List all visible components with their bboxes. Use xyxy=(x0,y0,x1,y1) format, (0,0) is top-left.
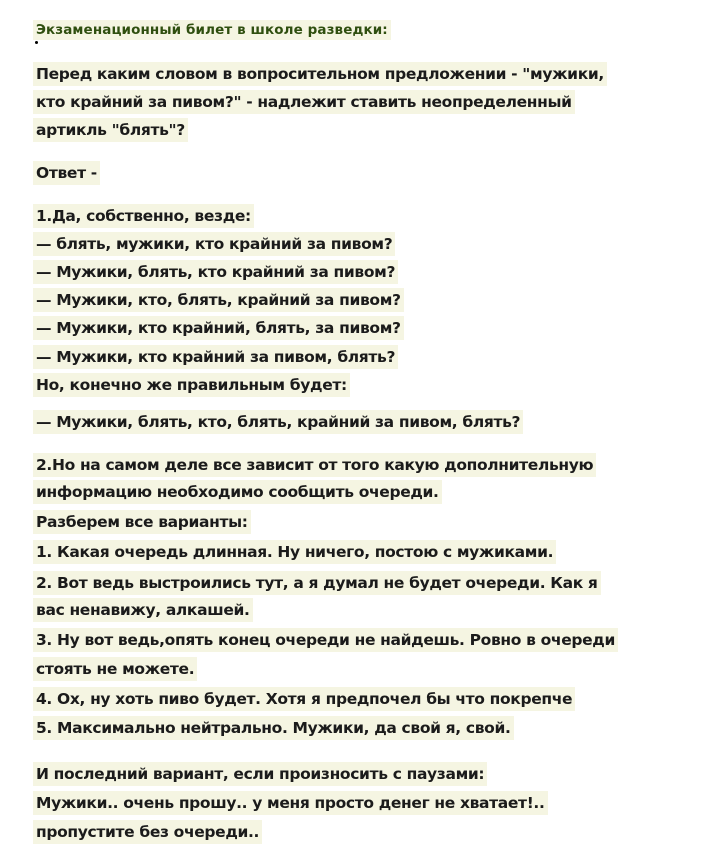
question-line: артикль "блять"? xyxy=(33,118,188,142)
bullet-dot xyxy=(35,41,38,44)
part2-option: 4. Ох, ну хоть пиво будет. Хотя я предпочел бы что покрепче xyxy=(33,687,575,711)
answer-label: Ответ - xyxy=(33,161,100,185)
part1-correct-intro: Но, конечно же правильным будет: xyxy=(33,373,350,397)
part1-variant: — Мужики, блять, кто крайний за пивом? xyxy=(33,260,398,284)
question-line: Перед каким словом в вопросительном предложении - "мужики, xyxy=(33,62,607,86)
part2-option: 1. Какая очередь длинная. Ну ничего, постою с мужиками. xyxy=(33,540,556,564)
part1-correct: — Мужики, блять, кто, блять, крайний за пивом, блять? xyxy=(33,410,523,434)
part1-variant: — Мужики, кто крайний, блять, за пивом? xyxy=(33,316,404,340)
part2-option: 5. Максимально нейтрально. Мужики, да свой я, свой. xyxy=(33,716,514,740)
question-line: кто крайний за пивом?" - надлежит ставить неопределенный xyxy=(33,90,575,114)
last-line: пропустите без очереди.. xyxy=(33,820,262,844)
part1-intro: 1.Да, собственно, везде: xyxy=(33,204,254,228)
part2-intro: информацию необходимо сообщить очереди. xyxy=(33,480,442,504)
part2-option: стоять не можете. xyxy=(33,657,197,681)
part2-breakdown-label: Разберем все варианты: xyxy=(33,510,251,534)
last-line: Мужики.. очень прошу.. у меня просто денег не хватает!.. xyxy=(33,791,548,815)
part1-variant: — Мужики, кто, блять, крайний за пивом? xyxy=(33,288,404,312)
part2-option: вас ненавижу, алкашей. xyxy=(33,598,253,622)
part1-variant: — блять, мужики, кто крайний за пивом? xyxy=(33,232,395,256)
part2-intro: 2.Но на самом деле все зависит от того какую дополнительную xyxy=(33,453,596,477)
part2-option: 2. Вот ведь выстроились тут, а я думал не будет очереди. Как я xyxy=(33,571,601,595)
part1-variant: — Мужики, кто крайний за пивом, блять? xyxy=(33,345,398,369)
part2-option: 3. Ну вот ведь,опять конец очереди не найдешь. Ровно в очереди xyxy=(33,628,618,652)
page-title: Экзаменационный билет в школе разведки: xyxy=(33,20,391,40)
last-intro: И последний вариант, если произносить с паузами: xyxy=(33,762,487,786)
